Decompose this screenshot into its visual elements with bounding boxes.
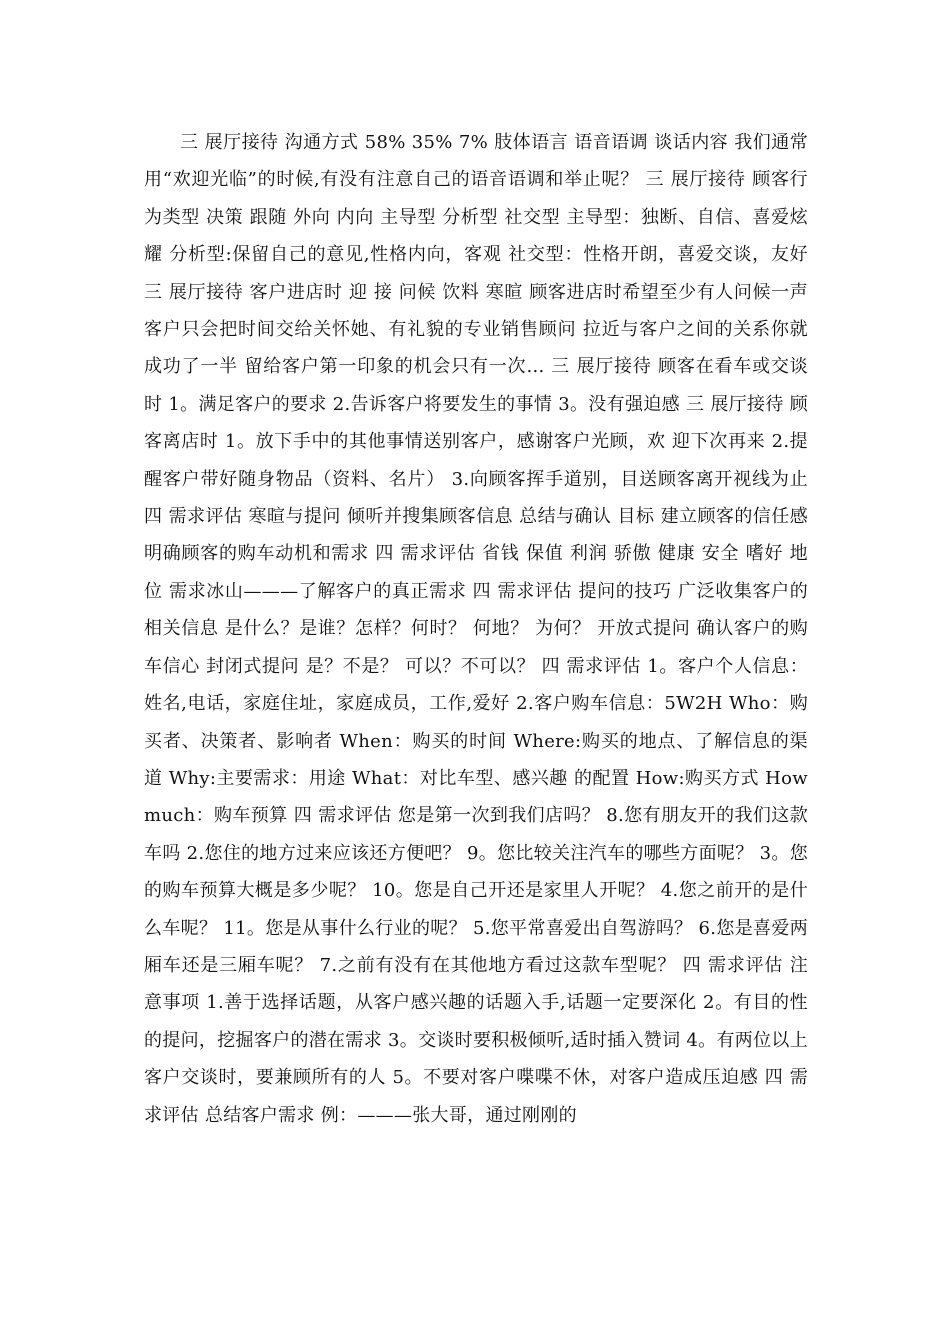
body-paragraph: 三 展厅接待 沟通方式 58% 35% 7% 肢体语言 语音语调 谈话内容 我们通常用“欢迎光临”的时候,有没有注意自己的语音语调和举止呢？ 三 展厅接待 顾客行为类型 决策 跟随 外向 内向 主导型 分析型 社交型 主导型：独断、自信、喜爱炫耀 分析型:保留自己的意见,性格内向，客观 社交型：性格开朗，喜爱交谈，友好 三 展厅接待 客户进店时 迎 接 问候 饮料 寒暄 顾客进店时希望至少有人问候一声 客户只会把时间交给关怀她、有礼貌的专业销售顾问 拉近与客户之间的关系你就成功了一半 留给客户第一印象的机会只有一次… 三 展厅接待 顾客在看车或交谈时 1。满足客户的要求 2.告诉客户将要发生的事情 3。没有强迫感 三 展厅接待 顾客离店时 1。放下手中的其他事情送别客户，感谢客户光顾，欢 迎下次再来 2.提醒客户带好随身物品（资料、名片） 3.向顾客挥手道别，目送顾客离开视线为止 四 需求评估 寒暄与提问 倾听并搜集顾客信息 总结与确认 目标 建立顾客的信任感 明确顾客的购车动机和需求 四 需求评估 省钱 保值 利润 骄傲 健康 安全 嗜好 地位 需求冰山———了解客户的真正需求 四 需求评估 提问的技巧 广泛收集客户的相关信息 是什么？是谁？怎样？何时？ 何地？ 为何？ 开放式提问 确认客户的购车信心 封闭式提问 是？不是？ 可以？不可以？ 四 需求评估 1。客户个人信息：姓名,电话，家庭住址，家庭成员，工作,爱好 2.客户购车信息：5W2H Who：购买者、决策者、影响者 When：购买的时间 Where:购买的地点、了解信息的渠道 Why:主要需求：用途 What：对比车型、感兴趣 的配置 How:购买方式 How much：购车预算 四 需求评估 您是第一次到我们店吗？ 8.您有朋友开的我们这款车吗 2.您住的地方过来应该还方便吧？ 9。您比较关注汽车的哪些方面呢？ 3。您的购车预算大概是多少呢？ 10。您是自己开还是家里人开呢？ 4.您之前开的是什么车呢？ 11。您是从事什么行业的呢？ 5.您平常喜爱出自驾游吗？ 6.您是喜爱两厢车还是三厢车呢？ 7.之前有没有在其他地方看过这款车型呢？ 四 需求评估 注意事项 1.善于选择话题，从客户感兴趣的话题入手,话题一定要深化 2。有目的性的提问，挖掘客户的潜在需求 3。交谈时要积极倾听,适时插入赞词 4。有两位以上客户交谈时，要兼顾所有的人 5。不要对客户喋喋不休，对客户造成压迫感 四 需求评估 总结客户需求 例：———张大哥，通过刚刚的: [144, 132, 808, 1126]
